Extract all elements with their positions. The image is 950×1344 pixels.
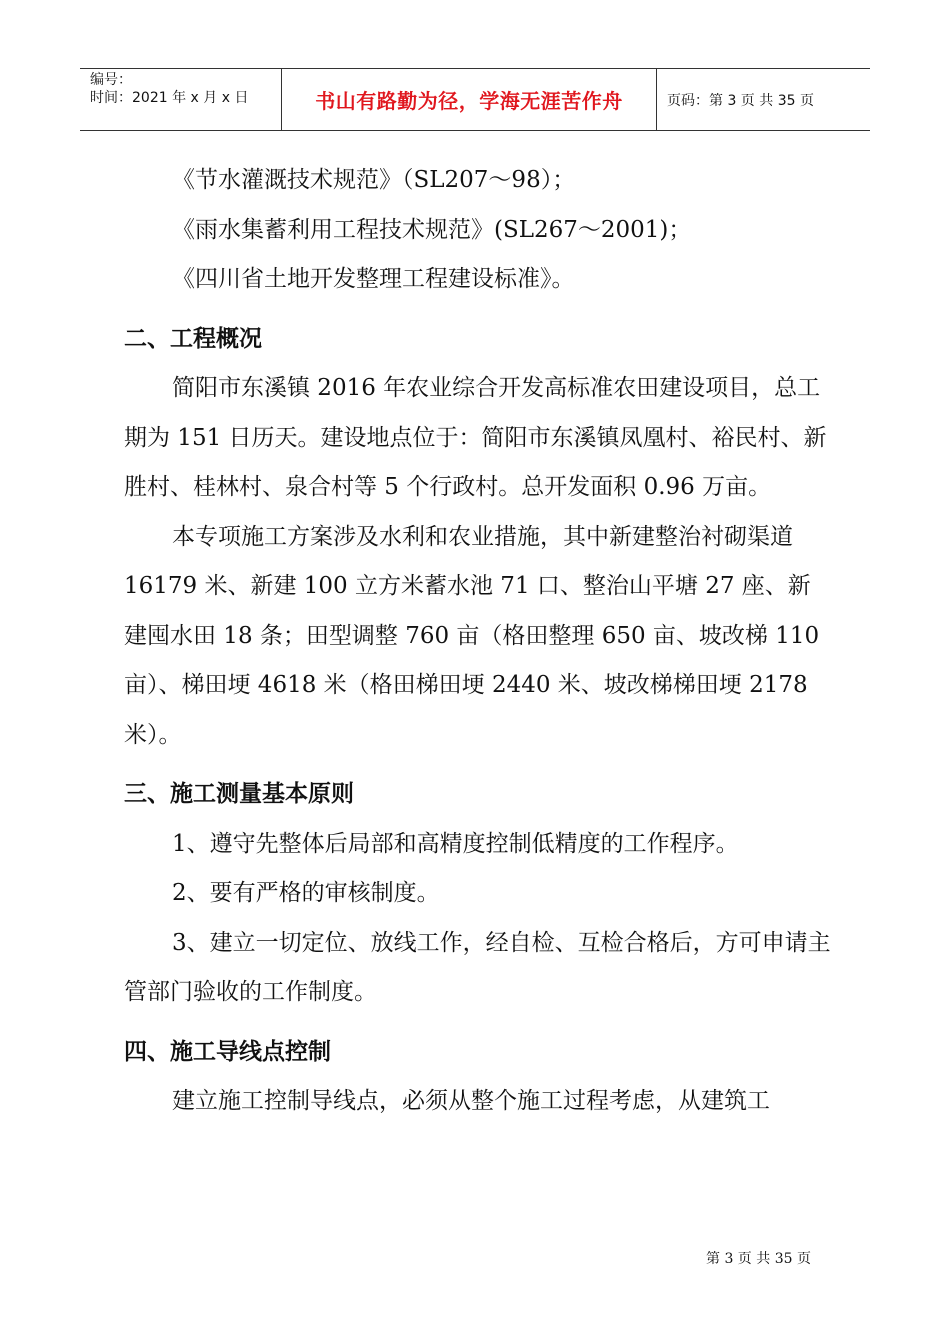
paragraph: 简阳市东溪镇 2016 年农业综合开发高标准农田建设项目，总工期为 151 日历天。建设地点位于：简阳市东溪镇凤凰村、裕民村、新胜村、桂林村、泉合村等 5 个行政村。总开发面积 0.96 万亩。 (124, 375, 827, 500)
document-time: 时间：2021 年 x 月 x 日 (90, 90, 249, 106)
document-body (124, 156, 832, 1127)
paragraph: 建立施工控制导线点，必须从整个施工过程考虑，从建筑工 (172, 1088, 770, 1114)
document-number: 编号： (90, 72, 132, 88)
header-motto: 书山有路勤为径，学海无涯苦作舟 (281, 69, 657, 130)
section-heading-traverse-control: 四、施工导线点控制 (124, 1038, 331, 1065)
list-item: 2、要有严格的审核制度。 (172, 880, 440, 906)
list-item: 3、建立一切定位、放线工作，经自检、互检合格后，方可申请主管部门验收的工作制度。 (124, 929, 831, 1005)
page-header (80, 68, 870, 131)
paragraph: 本专项施工方案涉及水利和农业措施，其中新建整治衬砌渠道 16179 米、新建 100 立方米蓄水池 71 口、整治山平塘 27 座、新建囤水田 18 条；田型调整 760 亩（格田整理 650 亩、坡改梯 110 亩）、梯田埂 4618 米（格田梯田埂 2440 米、坡改梯梯田埂 2178 米）。 (124, 523, 820, 748)
reference-line: 《四川省土地开发整理工程建设标准》。 (172, 266, 575, 292)
reference-line: 《节水灌溉技术规范》（SL207～98）； (172, 167, 576, 193)
page-footer: 第 3 页 共 35 页 (706, 1251, 811, 1267)
section-heading-overview: 二、工程概况 (124, 325, 262, 352)
reference-line: 《雨水集蓄利用工程技术规范》(SL267～2001)； (172, 216, 692, 243)
header-meta (80, 69, 281, 130)
section-heading-survey-principles: 三、施工测量基本原则 (124, 781, 354, 807)
header-page-info: 页码：第 3 页 共 35 页 (667, 92, 814, 109)
list-item: 1、遵守先整体后局部和高精度控制低精度的工作程序。 (172, 830, 739, 857)
